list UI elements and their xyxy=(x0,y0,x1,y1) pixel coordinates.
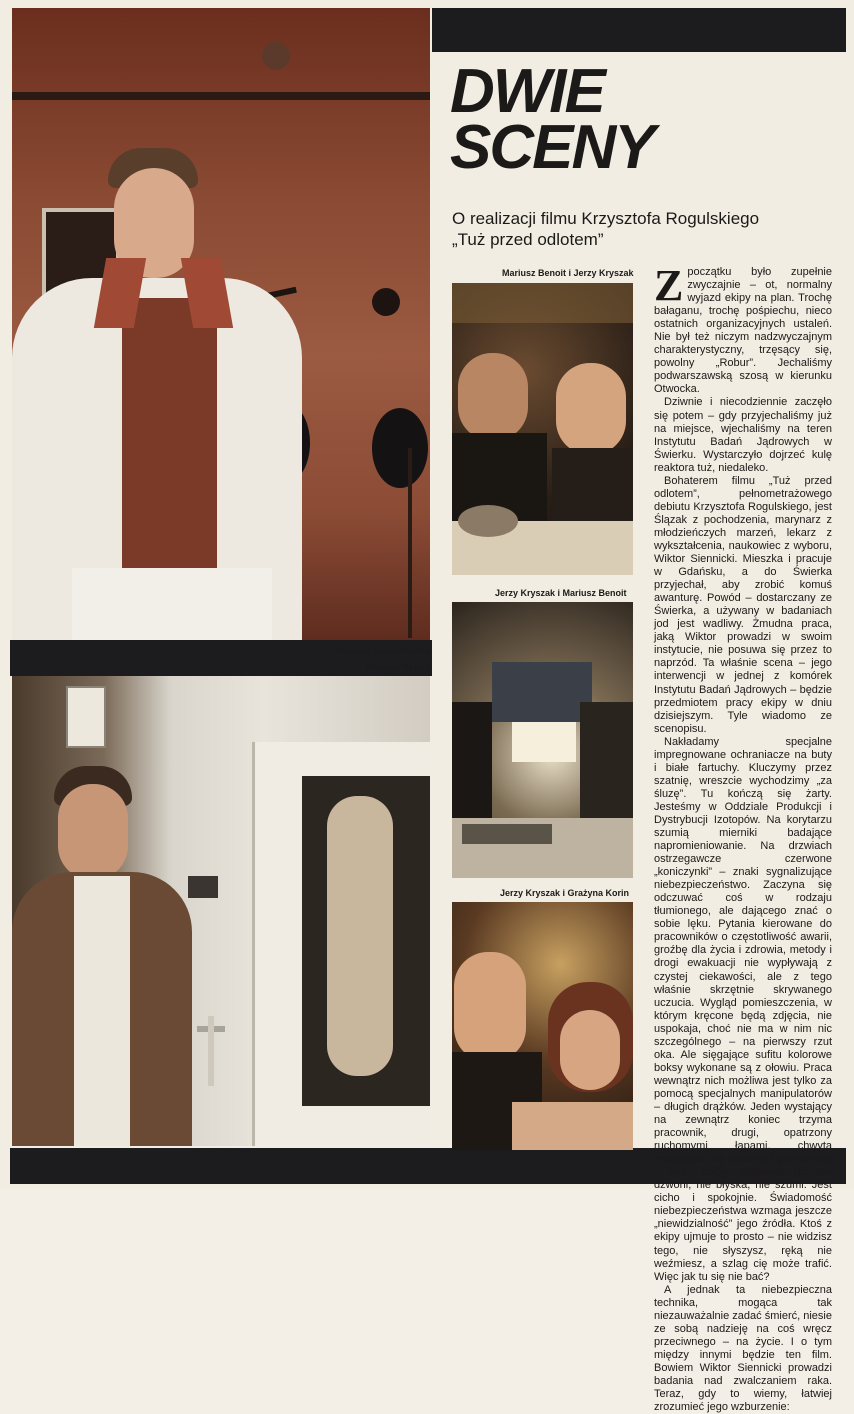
headline-line-2: SCENY xyxy=(450,113,654,182)
headline-line-1: DWIE xyxy=(450,57,604,126)
article-paragraph-1: początku było zupełnie zwyczajnie – ot, normalny wyjazd ekipy na plan. Trochę bałaganu, trochę pośpiechu, nieco ostatnich organizacyjnych ustaleń. Nie był też niczym nadzwyczajnym charakterystyczny, trzęsący się, powolny „Robur”. Jechaliśmy podwarszawską szosą w kierunku Otwocka. xyxy=(654,266,832,396)
top-black-band xyxy=(432,8,846,52)
photo-man-with-painting xyxy=(12,676,430,1146)
subtitle-line-1: O realizacji filmu Krzysztofa Rogulskiego xyxy=(452,209,760,228)
caption-bottom-photo: Mariusz Benoit xyxy=(365,662,430,672)
headline xyxy=(450,57,654,182)
article-paragraph-3: Bohaterem filmu „Tuż przed odlotem”, pełnometrażowego debiutu Krzysztofa Rogulskiego, jest Ślązak z pochodzenia, marynarz z młodzieńczych marzeń, lekarz z wykształcenia, naukowiec z wyboru, Wiktor Siennicki. Mieszka i pracuje w Gdańsku, a do Świerka przyjechał, aby zrobić komuś awanturę. Powód – dostarczany ze Świerka, a używany w badaniach jod jest wadliwy. Żmudna praca, jaką Wiktor prowadzi w swoim instytucie, nie posuwa się przez to naprzód. Ta właśnie scena – jego interwencji w jednej z komórek Instytutu Badań Jądrowych – będzie przedmiotem pracy ekipy w dniu dzisiejszym. Tyle wiadomo ze scenopisu. xyxy=(654,474,832,735)
subtitle xyxy=(452,208,832,250)
photo-man-and-woman xyxy=(452,902,633,1150)
article-paragraph-5: A jednak ta niebezpieczna technika, mogąca tak niezauważalnie zadać śmierć, niesie ze sobą nadzieję na coś wręcz przeciwnego – na życie. I o tym między innymi będzie ten film. Bowiem Wiktor Siennicki prowadzi badania nad zwalczaniem raka. Teraz, gdy to wiemy, łatwiej zrozumieć jego wzburzenie: xyxy=(654,1283,832,1414)
caption-top-photo: Grażyna Szapołowska xyxy=(335,646,430,656)
photo-two-men-at-table xyxy=(452,283,633,575)
photo-woman-reactor-room xyxy=(12,8,430,640)
article-paragraph-4: Nakładamy specjalne impregnowane ochraniacze na buty i białe fartuchy. Kluczymy przez szatnię, wreszcie wychodzimy „za śluzę”. Tu kończą się żarty. Jesteśmy w Oddziale Produkcji i Dystrybucji Izotopów. Na korytarzu szumią mierniki badające napromieniowanie. Na drzwiach ostrzegawcze czerwone „koniczynki” – znaki sygnalizujące niebezpieczeństwo. Zaczyna się odczuwać coś w rodzaju tłumionego, ale dającego znać o sobie lęku. Pytania kierowane do pracowników o częstotliwość awarii, groźbę dla życia i zdrowia, metody i drogi ewakuacji nie wypływają z czystej ciekawości, ale z tego właśnie skrzętnie skrywanego uczucia. Wygląd pomieszczenia, w którym kręcone będą zdjęcia, nie uspokaja, choć nie ma w nim nic szczególnego – na pierwszy rzut oka. Ale sięgające sufitu kolorowe boksy wykonane są z ołowiu. Praca wewnątrz nich możliwa jest tylko za pomocą specjalnych manipulatorów – długich drążków. Jeden wystający na zewnątrz koniec trzyma pracownik, drugi, opatrzony ruchomymi łapami, chwyta znajdujące się wewnątrz przedmioty – fiolki, kolby, probówki. Nic nie dzwoni, nie błyska, nie szumi. Jest cicho i spokojnie. Świadomość niebezpieczeństwa wzmaga jeszcze „niewidzialność” jego źródła. Ktoś z ekipy ujmuje to prosto – nie widzisz tego, nie słyszysz, ręką nie weźmiesz, a szlag cię może trafić. Więc jak tu się nie bać? xyxy=(654,735,832,1283)
caption-photo-c: Jerzy Kryszak i Grażyna Korin xyxy=(500,888,630,898)
caption-photo-b: Jerzy Kryszak i Mariusz Benoit xyxy=(495,588,627,598)
subtitle-line-2: „Tuż przed odlotem” xyxy=(452,230,604,249)
article-paragraph-2: Dziwnie i niecodziennie zaczęło się potem – gdy przyjechaliśmy już na miejsce, wjechaliśmy na teren Instytutu Badań Jądrowych w Świerku. Wystarczyło dojrzeć kulę reaktora tuż, niedaleko. xyxy=(654,396,832,474)
byline: Mariusz Benoit i Jerzy Kryszak xyxy=(502,268,634,278)
article-body xyxy=(654,261,832,1414)
photo-lab-desk xyxy=(452,602,633,878)
dropcap: Z xyxy=(654,261,684,310)
